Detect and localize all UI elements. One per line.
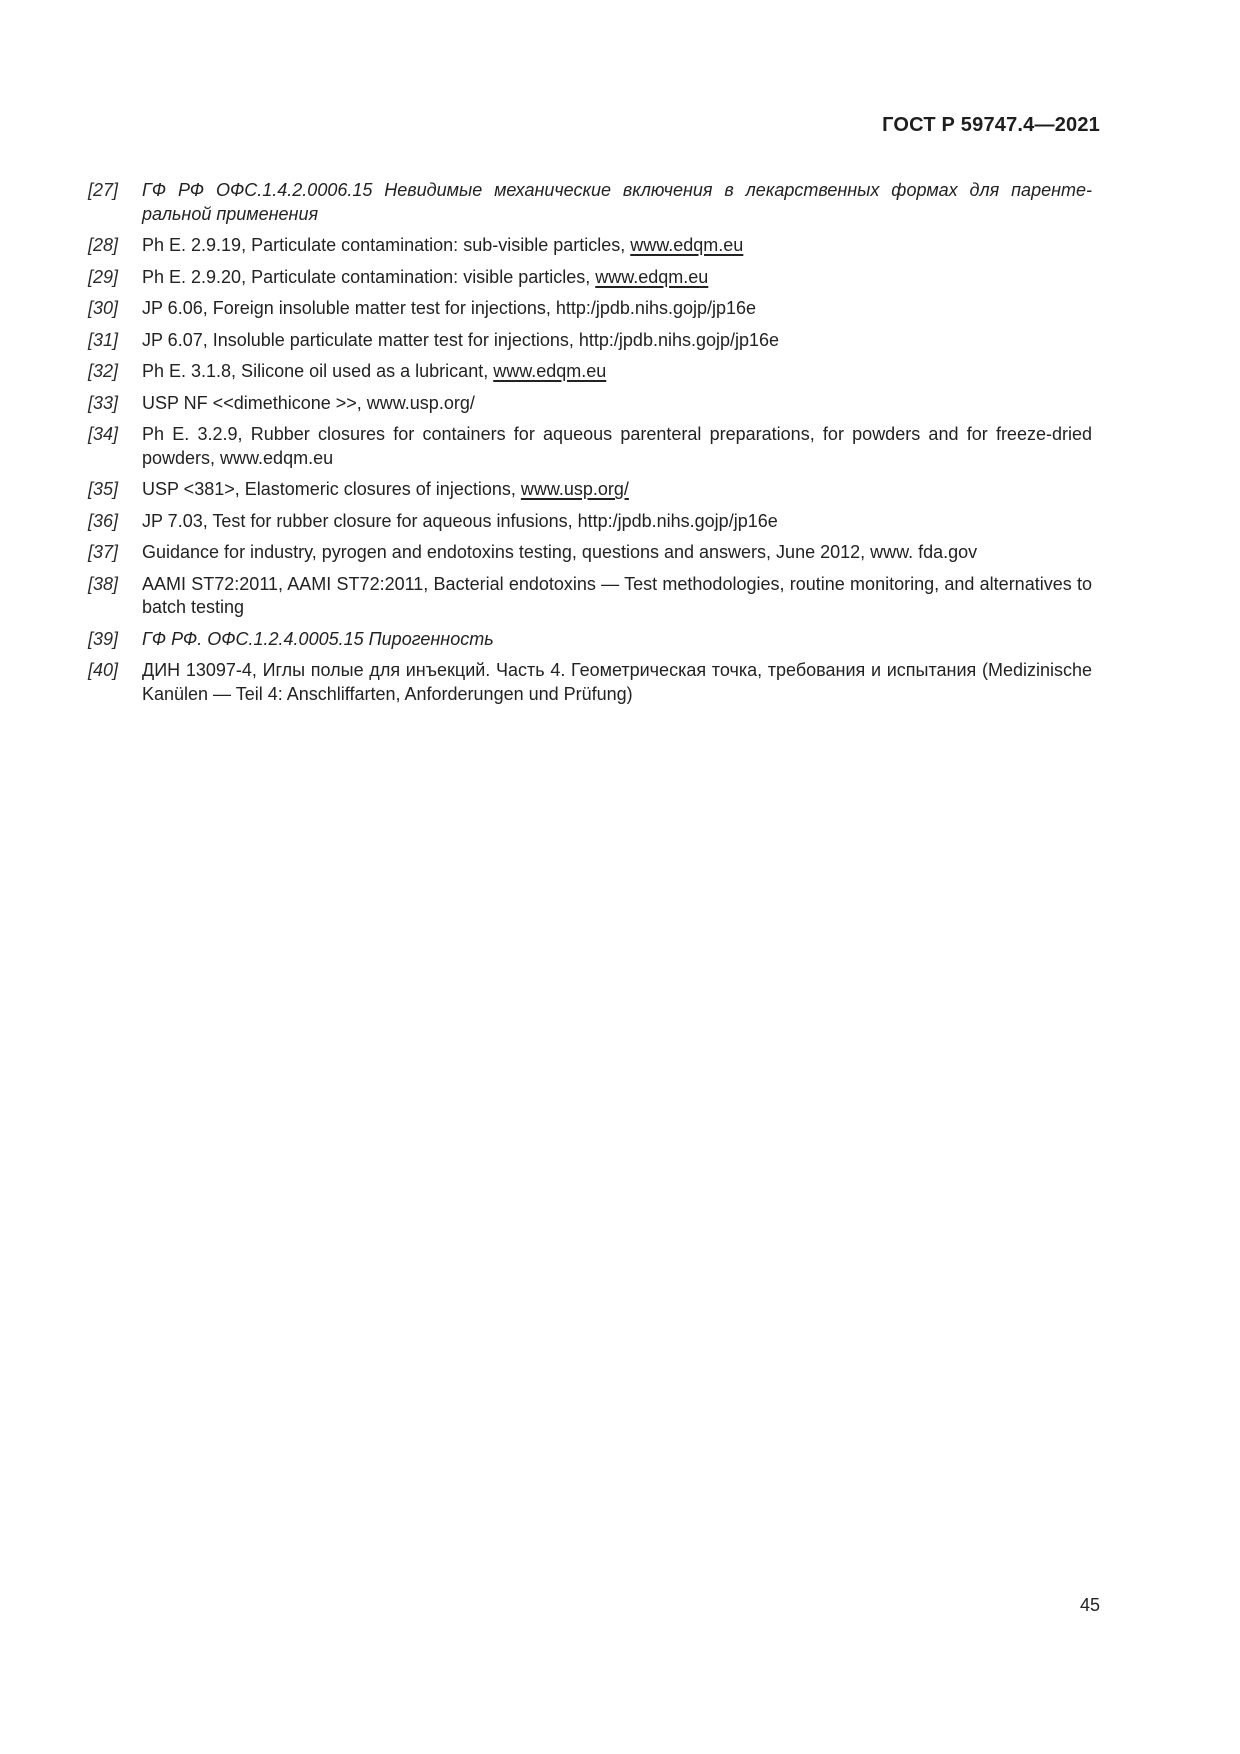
reference-text bbox=[142, 179, 1092, 226]
reference-body: JP 7.03, Test for rubber closure for aqueous infusions, http:/jpdb.nihs.gojp/jp16e bbox=[142, 510, 778, 531]
reference-body: Ph E. 2.9.20, Particulate contamination: visible particles, bbox=[142, 266, 596, 287]
reference-body: Ph E. 3.2.9, Rubber closures for containers for aqueous parenteral preparations, for powders and for freeze-dried powders, www.edqm.eu bbox=[142, 424, 1092, 468]
reference-item bbox=[88, 541, 1092, 565]
reference-item bbox=[88, 234, 1092, 258]
reference-body: ГФ РФ ОФС.1.4.2.0006.15 Невидимые механические включения в лекарственных формах для паренте-ральной применения bbox=[142, 180, 1092, 224]
reference-body: Ph E. 2.9.19, Particulate contamination: sub-visible particles, bbox=[142, 235, 631, 255]
reference-body: Ph E. 3.1.8, Silicone oil used as a lubricant, bbox=[142, 361, 494, 381]
reference-text bbox=[142, 297, 1092, 321]
reference-item bbox=[88, 329, 1092, 353]
reference-number: [31] bbox=[88, 329, 119, 350]
reference-item bbox=[88, 423, 1092, 470]
reference-item bbox=[88, 628, 1092, 652]
reference-number: [34] bbox=[88, 424, 119, 444]
reference-body: AAMI ST72:2011, AAMI ST72:2011, Bacterial endotoxins — Test methodologies, routine monitoring, and alternatives to batch testing bbox=[142, 573, 1092, 617]
reference-number: [40] bbox=[88, 660, 119, 680]
reference-link[interactable]: www.usp.org/ bbox=[520, 479, 629, 499]
reference-number: [30] bbox=[88, 298, 119, 318]
reference-number: [32] bbox=[88, 361, 119, 381]
reference-text bbox=[142, 329, 1092, 353]
reference-number: [37] bbox=[88, 542, 119, 562]
reference-item bbox=[88, 179, 1092, 226]
reference-number: [33] bbox=[88, 392, 119, 413]
reference-text bbox=[142, 234, 1092, 258]
reference-body: ГФ РФ. ОФС.1.2.4.0005.15 Пирогенность bbox=[142, 628, 494, 649]
reference-number: [36] bbox=[88, 510, 119, 531]
reference-item bbox=[88, 659, 1092, 706]
reference-body: Guidance for industry, pyrogen and endotoxins testing, questions and answers, June 2012, www. fda.gov bbox=[142, 542, 978, 562]
reference-number: [38] bbox=[88, 573, 119, 594]
reference-item bbox=[88, 360, 1092, 384]
reference-number: [35] bbox=[88, 479, 119, 499]
reference-text bbox=[142, 510, 1092, 534]
page-number: 45 bbox=[1079, 1595, 1100, 1615]
reference-text bbox=[142, 628, 1092, 652]
reference-body: USP <381>, Elastomeric closures of injections, bbox=[142, 479, 521, 499]
reference-text bbox=[142, 423, 1092, 470]
document-code-header: ГОСТ Р 59747.4—2021 bbox=[882, 114, 1100, 136]
reference-text bbox=[142, 360, 1092, 384]
reference-body: USP NF <<dimethicone >>, www.usp.org/ bbox=[142, 392, 475, 413]
reference-body: JP 6.07, Insoluble particulate matter test for injections, http:/jpdb.nihs.gojp/jp16e bbox=[142, 329, 780, 350]
reference-text bbox=[142, 266, 1092, 290]
reference-number: [27] bbox=[88, 180, 119, 200]
reference-item bbox=[88, 478, 1092, 502]
reference-text bbox=[142, 573, 1092, 620]
reference-item bbox=[88, 510, 1092, 534]
reference-item bbox=[88, 297, 1092, 321]
reference-link[interactable]: www.edqm.eu bbox=[595, 266, 709, 287]
reference-body: JP 6.06, Foreign insoluble matter test for injections, http:/jpdb.nihs.gojp/jp16e bbox=[142, 298, 757, 318]
reference-text bbox=[142, 541, 1092, 565]
reference-item bbox=[88, 266, 1092, 290]
reference-body: ДИН 13097-4, Иглы полые для инъекций. Часть 4. Геометрическая точка, требования и испытания (Medizinische Kanülen — Teil 4: Anschliffarten, Anforderungen und Prüfung) bbox=[142, 660, 1092, 704]
reference-item bbox=[88, 573, 1092, 620]
reference-link[interactable]: www.edqm.eu bbox=[493, 361, 607, 381]
reference-number: [29] bbox=[88, 266, 119, 287]
reference-text bbox=[142, 478, 1092, 502]
reference-number: [28] bbox=[88, 235, 119, 255]
reference-link[interactable]: www.edqm.eu bbox=[630, 235, 744, 255]
bibliography-list bbox=[88, 179, 1092, 714]
reference-text bbox=[142, 392, 1092, 416]
reference-text bbox=[142, 659, 1092, 706]
reference-number: [39] bbox=[88, 628, 119, 649]
reference-item bbox=[88, 392, 1092, 416]
